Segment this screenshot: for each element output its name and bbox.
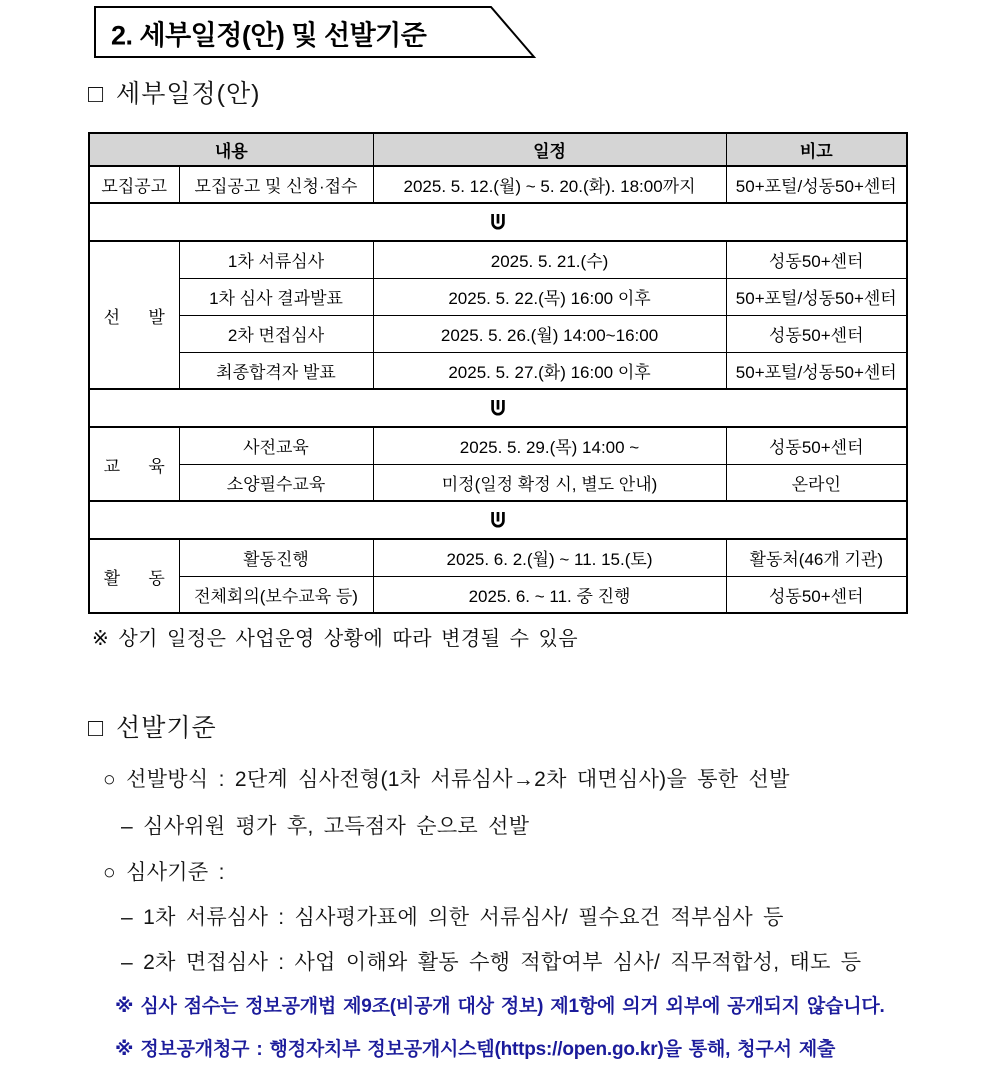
- criteria-line-first-review: – 1차 서류심사 : 심사평가표에 의한 서류심사/ 필수요건 적부심사 등: [121, 906, 784, 929]
- cell-note: 성동50+센터: [726, 427, 907, 464]
- arrow-cell: [89, 389, 907, 427]
- criteria-line-selection-method: ○ 선발방식 : 2단계 심사전형(1차 서류심사→2차 대면심사)을 통한 선발: [103, 768, 790, 791]
- cell-item: 모집공고 및 신청·접수: [179, 166, 373, 203]
- flow-arrow-row: [89, 389, 907, 427]
- table-row: [89, 241, 907, 278]
- cell-note: 성동50+센터: [726, 241, 907, 278]
- header-content: 내용: [89, 133, 373, 166]
- cell-note: 성동50+센터: [726, 576, 907, 613]
- criteria-line-review-standard: ○ 심사기준 :: [103, 861, 225, 884]
- cell-item: 활동진행: [179, 539, 373, 576]
- footnote-score-disclosure: ※ 심사 점수는 정보공개법 제9조(비공개 대상 정보) 제1항에 의거 외부에 공개되지 않습니다.: [115, 996, 885, 1017]
- table-row: [89, 278, 907, 315]
- arrow-cell: [89, 501, 907, 539]
- criteria-section-heading: □ 선발기준: [88, 714, 217, 742]
- header-schedule: 일정: [373, 133, 726, 166]
- table-row: [89, 539, 907, 576]
- cell-schedule: 2025. 5. 27.(화) 16:00 이후: [373, 352, 726, 389]
- cell-item: 1차 서류심사: [179, 241, 373, 278]
- group-label-selection: 선 발: [89, 241, 179, 389]
- cell-note: 온라인: [726, 464, 907, 501]
- group-label-recruit: 모집공고: [89, 166, 179, 203]
- down-arrow-icon: [490, 213, 506, 232]
- footnote-information-request: ※ 정보공개청구 : 행정자치부 정보공개시스템(https://open.go.kr)을 통해, 청구서 제출: [115, 1039, 836, 1060]
- cell-note: 활동처(46개 기관): [726, 539, 907, 576]
- cell-schedule: 2025. 5. 12.(월) ~ 5. 20.(화). 18:00까지: [373, 166, 726, 203]
- down-arrow-icon: [490, 399, 506, 418]
- cell-item: 최종합격자 발표: [179, 352, 373, 389]
- group-label-activity: 활 동: [89, 539, 179, 613]
- flow-arrow-row: [89, 203, 907, 241]
- table-row: [89, 352, 907, 389]
- cell-item: 전체회의(보수교육 등): [179, 576, 373, 613]
- cell-item: 1차 심사 결과발표: [179, 278, 373, 315]
- cell-item: 소양필수교육: [179, 464, 373, 501]
- schedule-table: [88, 132, 908, 614]
- table-row: [89, 315, 907, 352]
- header-note: 비고: [726, 133, 907, 166]
- flow-arrow-row: [89, 501, 907, 539]
- cell-note: 성동50+센터: [726, 315, 907, 352]
- criteria-line-evaluation: – 심사위원 평가 후, 고득점자 순으로 선발: [121, 815, 530, 838]
- criteria-line-second-review: – 2차 면접심사 : 사업 이해와 활동 수행 적합여부 심사/ 직무적합성, 태도 등: [121, 951, 862, 974]
- cell-schedule: 2025. 5. 29.(목) 14:00 ~: [373, 427, 726, 464]
- down-arrow-icon: [490, 511, 506, 530]
- cell-schedule: 2025. 5. 21.(수): [373, 241, 726, 278]
- cell-note: 50+포털/성동50+센터: [726, 166, 907, 203]
- arrow-cell: [89, 203, 907, 241]
- cell-schedule: 미정(일정 확정 시, 별도 안내): [373, 464, 726, 501]
- cell-item: 사전교육: [179, 427, 373, 464]
- cell-schedule: 2025. 6. 2.(월) ~ 11. 15.(토): [373, 539, 726, 576]
- group-label-education: 교 육: [89, 427, 179, 501]
- cell-schedule: 2025. 5. 22.(목) 16:00 이후: [373, 278, 726, 315]
- cell-item: 2차 면접심사: [179, 315, 373, 352]
- cell-note: 50+포털/성동50+센터: [726, 352, 907, 389]
- table-row: [89, 166, 907, 203]
- cell-schedule: 2025. 5. 26.(월) 14:00~16:00: [373, 315, 726, 352]
- cell-note: 50+포털/성동50+센터: [726, 278, 907, 315]
- table-row: [89, 576, 907, 613]
- table-row: [89, 427, 907, 464]
- cell-schedule: 2025. 6. ~ 11. 중 진행: [373, 576, 726, 613]
- section-banner: [94, 6, 538, 59]
- schedule-section-heading: □ 세부일정(안): [88, 80, 261, 108]
- page-title: 2. 세부일정(안) 및 선발기준: [111, 20, 427, 50]
- table-header-row: [89, 133, 907, 166]
- schedule-change-note: ※ 상기 일정은 사업운영 상황에 따라 변경될 수 있음: [92, 628, 579, 650]
- table-row: [89, 464, 907, 501]
